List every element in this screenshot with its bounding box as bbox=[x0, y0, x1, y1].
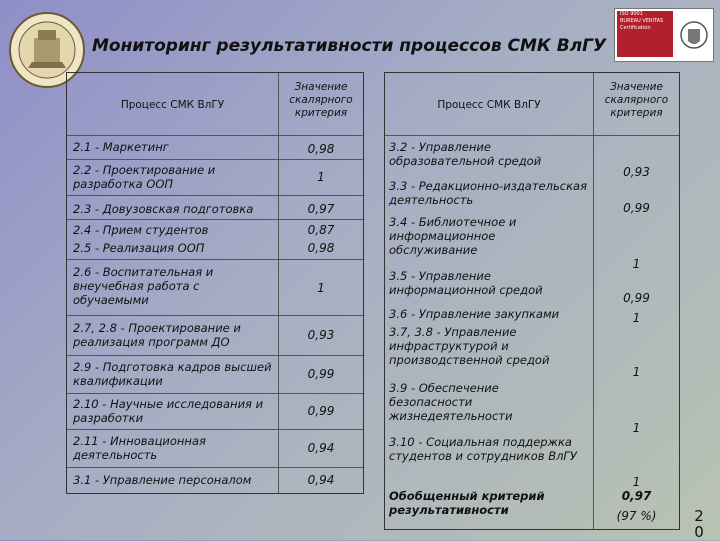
row-value: 1 bbox=[632, 365, 641, 379]
row-value: 1 bbox=[632, 421, 641, 435]
row-value: 0,87 bbox=[307, 223, 335, 237]
row-value: 0,97 bbox=[307, 202, 335, 216]
summary-value: 0,97 bbox=[621, 489, 652, 503]
certification-logo: ISO 9001 BUREAU VERITAS Certification bbox=[614, 8, 714, 62]
table-row: 2.7, 2.8 - Проектирование и реализация программ ДО bbox=[73, 321, 241, 349]
right-results-table bbox=[384, 72, 680, 530]
table-row: 3.3 - Редакционно-издательская деятельность bbox=[389, 179, 587, 207]
row-value: 0,98 bbox=[307, 241, 335, 255]
table-row: 2.10 - Научные исследования и разработки bbox=[73, 397, 264, 425]
summary-label: Обобщенный критерий результативности bbox=[389, 489, 545, 517]
bureau-veritas-emblem bbox=[679, 15, 709, 55]
row-value: 0,99 bbox=[307, 404, 335, 418]
table-row: 3.10 - Социальная поддержка студентов и сотрудников ВлГУ bbox=[389, 435, 577, 463]
left-results-table bbox=[66, 72, 364, 494]
col-header-process: Процесс СМК ВлГУ bbox=[120, 99, 225, 111]
row-value: 0,94 bbox=[307, 473, 335, 487]
row-value: 0,93 bbox=[623, 165, 650, 179]
page-title: Мониторинг результативности процессов СМК ВлГУ bbox=[92, 36, 607, 56]
col-header-value: Значение скалярного критерия bbox=[289, 81, 353, 119]
summary-percent: (97 %) bbox=[616, 509, 657, 523]
page-number: 2 0 bbox=[694, 507, 704, 541]
row-value: 0,99 bbox=[623, 201, 650, 215]
col-header-process: Процесс СМК ВлГУ bbox=[437, 99, 541, 111]
table-row: 2.11 - Инновационная деятельность bbox=[73, 434, 206, 462]
table-row: 2.5 - Реализация ООП bbox=[73, 241, 205, 255]
row-value: 0,99 bbox=[623, 291, 650, 305]
row-value: 0,99 bbox=[307, 367, 335, 381]
row-value: 0,93 bbox=[307, 328, 335, 342]
row-value: 1 bbox=[632, 257, 641, 271]
row-value: 1 bbox=[317, 170, 325, 184]
table-row: 3.1 - Управление персоналом bbox=[73, 473, 252, 487]
table-row: 2.9 - Подготовка кадров высшей квалификации bbox=[73, 360, 272, 388]
table-row: 3.7, 3.8 - Управление инфраструктурой и производственной средой bbox=[389, 325, 550, 367]
table-row: 3.9 - Обеспечение безопасности жизнедеятельности bbox=[389, 381, 513, 423]
table-row: 3.2 - Управление образовательной средой bbox=[389, 140, 542, 168]
row-value: 0,98 bbox=[307, 142, 335, 156]
table-row: 2.1 - Маркетинг bbox=[73, 140, 169, 154]
table-row: 2.6 - Воспитательная и внеучебная работа с обучаемыми bbox=[73, 265, 214, 307]
row-value: 0,94 bbox=[307, 441, 335, 455]
row-value: 1 bbox=[317, 281, 325, 295]
table-row: 3.6 - Управление закупками bbox=[389, 307, 560, 321]
table-row: 2.2 - Проектирование и разработка ООП bbox=[73, 163, 216, 191]
table-row: 3.4 - Библиотечное и информационное обслуживание bbox=[389, 215, 517, 257]
col-header-value: Значение скалярного критерия bbox=[604, 81, 669, 119]
row-value: 1 bbox=[632, 475, 641, 489]
table-row: 2.4 - Прием студентов bbox=[73, 223, 209, 237]
table-row: 2.3 - Довузовская подготовка bbox=[73, 202, 254, 216]
row-value: 1 bbox=[632, 311, 641, 325]
table-row: 3.5 - Управление информационной средой bbox=[389, 269, 543, 297]
